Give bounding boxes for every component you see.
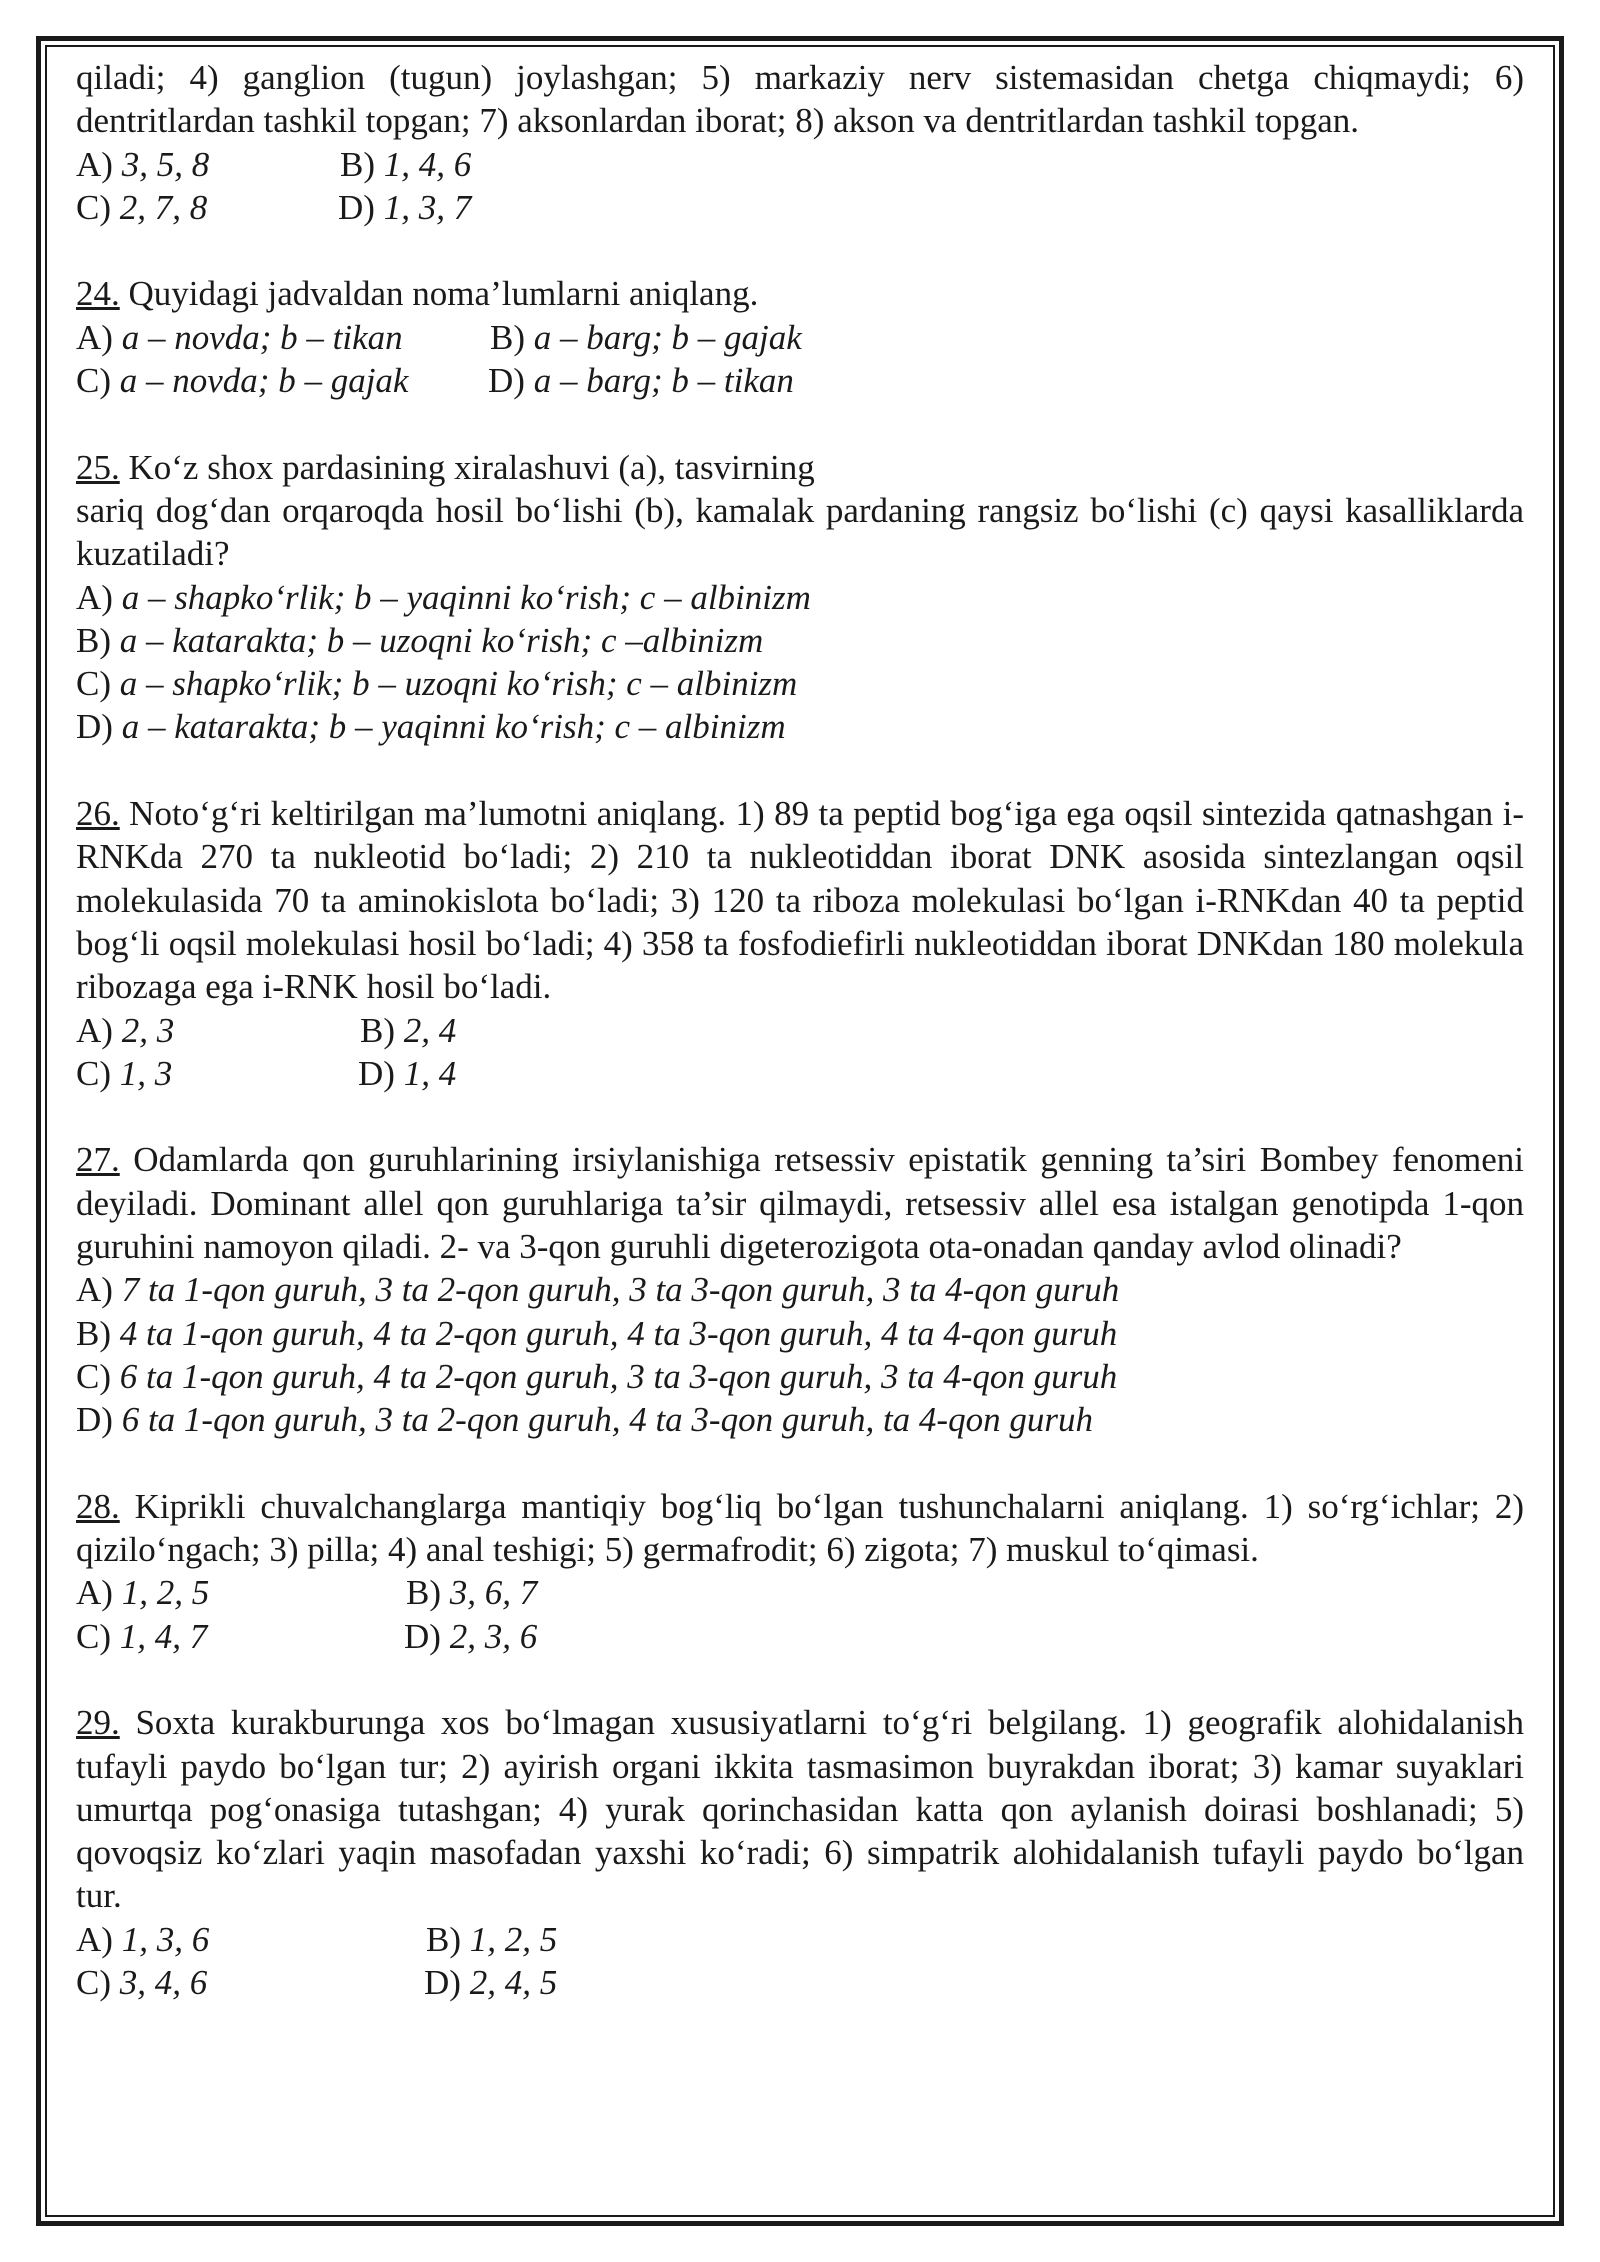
question-24 [76, 272, 1524, 402]
option-c: C) 1, 4, 7 [76, 1616, 208, 1656]
question-24-options [76, 316, 1524, 403]
option-c: C) 6 ta 1-qon guruh, 4 ta 2-qon guruh, 3 ta 3-qon guruh, 3 ta 4-qon guruh [76, 1356, 1118, 1396]
question-number: 27. [76, 1140, 120, 1180]
option-b: B) a – katarakta; b – uzoqni ko‘rish; c –albinizm [76, 620, 764, 660]
question-23 [76, 56, 1524, 229]
option-d: D) a – barg; b – tikan [488, 361, 794, 401]
question-26-text: 26. Noto‘g‘ri keltirilgan ma’lumotni aniqlang. 1) 89 ta peptid bog‘iga ega oqsil sintezida qatnashgan i-RNKda 270 ta nukleotid bo‘ladi; 2) 210 ta nukleotiddan iborat DNK asosida sintezlangan oqsil molekulasida 70 ta aminokislota bo‘ladi; 3) 120 ta riboza molekulasi bo‘lgan i-RNKdan 40 ta peptid bog‘li oqsil molekulasi hosil bo‘ladi; 4) 358 ta fosfodiefirli nukleotiddan iborat DNKdan 180 molekula ribozaga ega i-RNK hosil bo‘ladi. [76, 794, 1524, 1007]
option-c: C) 3, 4, 6 [76, 1963, 208, 2003]
option-b: B) 1, 2, 5 [426, 1919, 558, 1959]
question-26-options [76, 1009, 1524, 1096]
question-28-options [76, 1571, 1524, 1658]
option-a: A) 3, 5, 8 [76, 144, 210, 184]
option-a: A) a – shapko‘rlik; b – yaqinni ko‘rish; c – albinizm [76, 577, 811, 617]
option-d: D) a – katarakta; b – yaqinni ko‘rish; c – albinizm [76, 707, 786, 747]
question-29-options [76, 1918, 1524, 2005]
question-number: 25. [76, 447, 120, 487]
question-24-text: 24. Quyidagi jadvaldan noma’lumlarni aniqlang. [76, 274, 759, 314]
question-29 [76, 1701, 1524, 2004]
question-25-line2: sariq dog‘dan orqaroqda hosil bo‘lishi (b), kamalak pardaning rangsiz bo‘lishi (c) qaysi kasalliklarda kuzatiladi? [76, 490, 1524, 574]
question-28-text: 28. Kiprikli chuvalchanglarga mantiqiy bog‘liq bo‘lgan tushunchalarni aniqlang. 1) so‘rg‘ichlar; 2) qizilo‘ngach; 3) pilla; 4) anal teshigi; 5) germafrodit; 6) zigota; 7) muskul to‘qimasi. [76, 1486, 1524, 1570]
option-c: C) a – novda; b – gajak [76, 361, 409, 401]
option-c: C) a – shapko‘rlik; b – uzoqni ko‘rish; c – albinizm [76, 664, 798, 704]
option-b: B) 3, 6, 7 [406, 1573, 538, 1613]
option-b: B) 4 ta 1-qon guruh, 4 ta 2-qon guruh, 4 ta 3-qon guruh, 4 ta 4-qon guruh [76, 1313, 1118, 1353]
question-number: 28. [76, 1486, 120, 1526]
question-25 [76, 446, 1524, 749]
option-a: A) 7 ta 1-qon guruh, 3 ta 2-qon guruh, 3 ta 3-qon guruh, 3 ta 4-qon guruh [76, 1270, 1120, 1310]
question-number: 24. [76, 274, 120, 314]
option-d: D) 1, 4 [358, 1053, 457, 1093]
option-b: B) 2, 4 [360, 1010, 457, 1050]
question-number: 29. [76, 1703, 120, 1743]
option-d: D) 6 ta 1-qon guruh, 3 ta 2-qon guruh, 4 ta 3-qon guruh, ta 4-qon guruh [76, 1400, 1093, 1440]
option-d: D) 1, 3, 7 [338, 187, 472, 227]
question-23-options [76, 143, 1524, 230]
option-d: D) 2, 4, 5 [424, 1963, 558, 2003]
document-content [76, 56, 1524, 2004]
option-a: A) a – novda; b – tikan [76, 317, 403, 357]
question-26 [76, 792, 1524, 1095]
option-b: B) 1, 4, 6 [340, 144, 472, 184]
question-23-text: qiladi; 4) ganglion (tugun) joylashgan; 5) markaziy nerv sistemasidan chetga chiqmaydi; 6) dentritlardan tashkil topgan; 7) aksonlardan iborat; 8) akson va dentritlardan tashkil topgan. [76, 58, 1524, 141]
option-b: B) a – barg; b – gajak [490, 317, 802, 357]
question-28 [76, 1485, 1524, 1658]
option-d: D) 2, 3, 6 [404, 1616, 538, 1656]
option-a: A) 1, 3, 6 [76, 1919, 210, 1959]
option-a: A) 2, 3 [76, 1010, 175, 1050]
option-a: A) 1, 2, 5 [76, 1573, 210, 1613]
question-27-text: 27. Odamlarda qon guruhlarining irsiylanishiga retsessiv epistatik genning ta’siri Bombey fenomeni deyiladi. Dominant allel qon guruhlariga ta’sir qilmaydi, retsessiv allel esa istalgan genotipda 1-qon guruhini namoyon qiladi. 2- va 3-qon guruhli digeterozigota ota-onadan qanday avlod olinadi? [76, 1140, 1524, 1267]
question-25-line1: 25. Ko‘z shox pardasining xiralashuvi (a), tasvirning [76, 447, 815, 487]
option-c: C) 1, 3 [76, 1053, 173, 1093]
question-27 [76, 1138, 1524, 1441]
option-c: C) 2, 7, 8 [76, 187, 208, 227]
question-29-text: 29. Soxta kurakburunga xos bo‘lmagan xususiyatlarni to‘g‘ri belgilang. 1) geografik alohidalanish tufayli paydo bo‘lgan tur; 2) ayirish organi ikkita tasmasimon buyrakdan iborat; 3) kamar suyaklari umurtqa pog‘onasiga tutashgan; 4) yurak qorinchasidan katta qon aylanish doirasi boshlanadi; 5) qovoqsiz ko‘zlari yaqin masofadan yaxshi ko‘radi; 6) simpatrik alohidalanish tufayli paydo bo‘lgan tur. [76, 1703, 1524, 1916]
question-number: 26. [76, 794, 120, 834]
